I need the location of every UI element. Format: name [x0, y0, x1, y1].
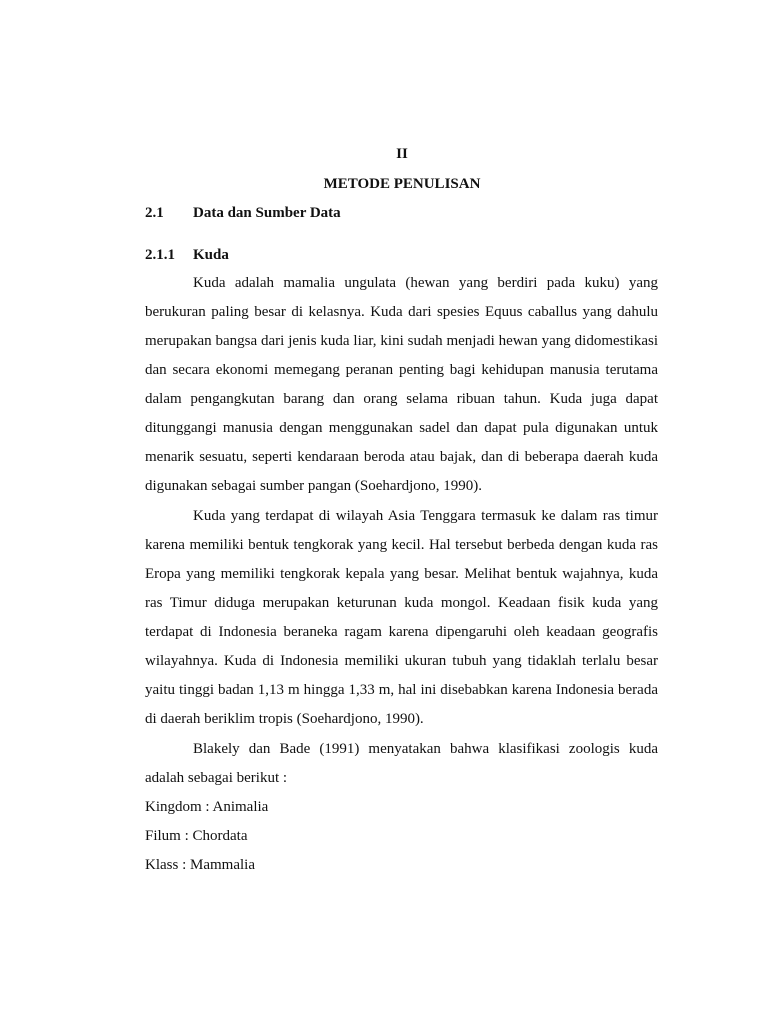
taxonomy-list: [145, 793, 268, 880]
section-number: 2.1.1: [145, 247, 175, 263]
section-number: 2.1: [145, 205, 164, 221]
taxonomy-item-klass: Klass : Mammalia: [145, 857, 255, 873]
paragraph-3-container: [145, 735, 658, 793]
paragraph-1-container: [145, 269, 658, 501]
paragraph-2-container: [145, 502, 658, 734]
taxonomy-item-kingdom: Kingdom : Animalia: [145, 799, 269, 815]
section-heading-2-1: [145, 205, 341, 222]
section-title: Kuda: [193, 247, 229, 263]
chapter-number: II: [396, 146, 408, 162]
paragraph: Kuda adalah mamalia ungulata (hewan yang berdiri pada kuku) yang berukuran paling besar di kelasnya. Kuda dari spesies Equus caballus yang dahulu merupakan bangsa dari jenis kuda liar, kini sudah menjadi hewan yang didomestikasi dan secara ekonomi memegang peranan penting bagi kehidupan manusia terutama dalam pengangkutan barang dan orang selama ribuan tahun. Kuda juga dapat ditunggangi manusia dengan menggunakan sadel dan dapat pula digunakan untuk menarik sesuatu, seperti kendaraan beroda atau bajak, dan di beberapa daerah kuda digunakan sebagai sumber pangan (Soehardjono, 1990).: [145, 275, 658, 494]
chapter-title: METODE PENULISAN: [323, 176, 481, 192]
paragraph: Kuda yang terdapat di wilayah Asia Tenggara termasuk ke dalam ras timur karena memiliki bentuk tengkorak yang kecil. Hal tersebut berbeda dengan kuda ras Eropa yang memiliki tengkorak kepala yang besar. Melihat bentuk wajahnya, kuda ras Timur diduga merupakan keturunan kuda mongol. Keadaan fisik kuda yang terdapat di Indonesia beraneka ragam karena dipengaruhi oleh keadaan geografis wilayahnya. Kuda di Indonesia memiliki ukuran tubuh yang tidaklah terlalu besar yaitu tinggi badan 1,13 m hingga 1,33 m, hal ini disebabkan karena Indonesia berada di daerah beriklim tropis (Soehardjono, 1990).: [145, 508, 658, 727]
section-title: Data dan Sumber Data: [193, 205, 341, 221]
section-heading-2-1-1: [145, 247, 229, 264]
paragraph: Blakely dan Bade (1991) menyatakan bahwa klasifikasi zoologis kuda adalah sebagai berikut :: [145, 741, 658, 786]
taxonomy-item-filum: Filum : Chordata: [145, 828, 248, 844]
